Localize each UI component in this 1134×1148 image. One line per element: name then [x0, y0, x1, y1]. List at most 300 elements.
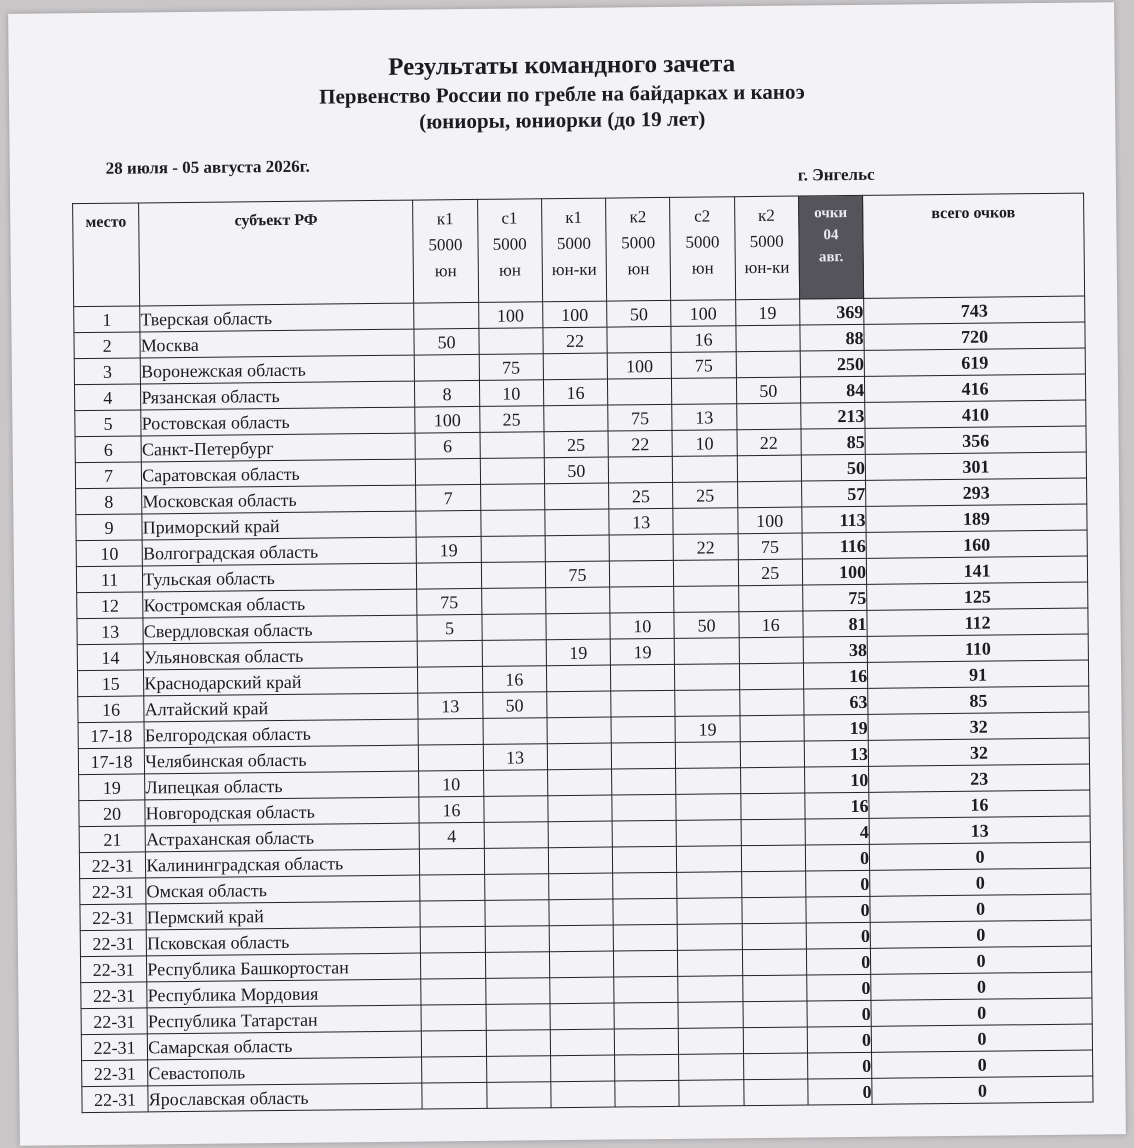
k1-junki-cell — [549, 925, 614, 952]
total-points-cell: 110 — [867, 634, 1088, 662]
document-category: (юниоры, юниорки (до 19 лет) — [419, 106, 706, 134]
c1-jun-cell — [483, 718, 548, 745]
k2-jun-cell — [612, 768, 677, 795]
day-points-cell: 213 — [801, 402, 866, 429]
place-cell: 17-18 — [78, 722, 145, 749]
c1-jun-cell — [482, 640, 547, 667]
subject-cell: Рязанская область — [141, 381, 415, 410]
c1-jun-cell — [485, 952, 550, 979]
k1-jun-cell: 6 — [415, 432, 480, 459]
k2-jun-cell: 100 — [607, 352, 672, 379]
subject-cell: Челябинская область — [145, 745, 419, 774]
subject-cell: Тверская область — [140, 303, 414, 332]
subject-cell: Липецкая область — [145, 771, 419, 800]
c2-jun-cell — [676, 742, 741, 769]
day-points-cell: 113 — [802, 506, 867, 533]
k1-junki-cell: 25 — [544, 431, 609, 458]
k2-junki-cell — [742, 975, 807, 1002]
c1-jun-cell — [480, 484, 545, 511]
subject-cell: Самарская область — [148, 1031, 422, 1060]
k1-junki-cell — [548, 795, 613, 822]
header-day-points: очки 04 авг. — [798, 195, 863, 299]
k1-jun-cell — [420, 874, 485, 901]
k1-junki-cell: 19 — [546, 639, 611, 666]
day-points-cell: 63 — [804, 688, 869, 715]
k2-jun-cell: 25 — [609, 482, 674, 509]
day-points-cell: 88 — [800, 324, 865, 351]
day-points-cell: 57 — [801, 480, 866, 507]
c1-jun-cell: 16 — [482, 666, 547, 693]
k2-jun-cell: 19 — [610, 638, 675, 665]
total-points-cell: 112 — [867, 608, 1088, 636]
c2-jun-cell — [677, 898, 742, 925]
day-points-cell: 0 — [805, 844, 870, 871]
day-points-cell: 0 — [805, 870, 870, 897]
place-cell: 3 — [74, 358, 141, 385]
total-points-cell: 0 — [869, 842, 1090, 870]
subject-cell: Республика Татарстан — [147, 1005, 421, 1034]
c2-jun-cell — [675, 664, 740, 691]
day-points-cell: 0 — [807, 1000, 872, 1027]
total-points-cell: 720 — [864, 322, 1085, 350]
total-points-cell: 141 — [866, 556, 1087, 584]
c1-jun-cell — [484, 900, 549, 927]
k2-junki-cell — [736, 403, 801, 430]
k1-junki-cell — [547, 743, 612, 770]
total-points-cell: 0 — [871, 972, 1092, 1000]
c2-jun-cell — [672, 378, 737, 405]
c1-jun-cell: 10 — [479, 380, 544, 407]
place-cell: 15 — [77, 670, 144, 697]
k1-junki-cell — [544, 405, 609, 432]
place-cell: 16 — [78, 696, 145, 723]
place-cell: 10 — [76, 540, 143, 567]
subject-cell: Астраханская область — [145, 823, 419, 852]
c2-jun-cell — [678, 924, 743, 951]
c2-jun-cell — [674, 586, 739, 613]
total-points-cell: 125 — [867, 582, 1088, 610]
subject-cell: Пермский край — [146, 901, 420, 930]
c1-jun-cell — [484, 848, 549, 875]
k1-jun-cell: 10 — [419, 770, 484, 797]
day-points-cell: 19 — [804, 714, 869, 741]
k1-jun-cell — [422, 1056, 487, 1083]
results-body — [74, 296, 1093, 1113]
k1-jun-cell: 13 — [418, 692, 483, 719]
day-points-cell: 0 — [806, 896, 871, 923]
header-k1-jun: к1 5000 юн — [413, 199, 478, 303]
c2-jun-cell — [677, 872, 742, 899]
c2-jun-cell — [676, 820, 741, 847]
k2-junki-cell — [741, 897, 806, 924]
k1-jun-cell — [419, 744, 484, 771]
header-k1-junki: к1 5000 юн-ки — [541, 198, 606, 302]
k2-junki-cell — [743, 1053, 808, 1080]
k1-jun-cell — [420, 900, 485, 927]
total-points-cell: 0 — [871, 946, 1092, 974]
day-points-cell: 116 — [802, 532, 867, 559]
total-points-cell: 189 — [866, 504, 1087, 532]
k1-jun-cell — [418, 666, 483, 693]
header-row — [73, 193, 1085, 307]
k2-jun-cell — [608, 456, 673, 483]
place-cell: 20 — [79, 800, 146, 827]
subject-cell: Севастополь — [148, 1057, 422, 1086]
c2-jun-cell — [673, 456, 738, 483]
k2-junki-cell: 22 — [737, 429, 802, 456]
c1-jun-cell — [480, 458, 545, 485]
k2-jun-cell — [609, 534, 674, 561]
total-points-cell: 619 — [864, 348, 1085, 376]
k2-junki-cell — [738, 585, 803, 612]
k2-junki-cell — [742, 923, 807, 950]
k2-junki-cell — [743, 1001, 808, 1028]
c2-jun-cell: 25 — [673, 482, 738, 509]
k1-junki-cell — [548, 821, 613, 848]
c2-jun-cell: 75 — [672, 352, 737, 379]
place-cell: 22-31 — [81, 1034, 148, 1061]
results-sheet — [8, 2, 1126, 1146]
k2-jun-cell: 13 — [609, 508, 674, 535]
c1-jun-cell — [484, 874, 549, 901]
c1-jun-cell — [485, 978, 550, 1005]
k1-junki-cell — [545, 509, 610, 536]
day-points-cell: 85 — [801, 428, 866, 455]
k2-jun-cell — [614, 1002, 679, 1029]
k1-jun-cell: 100 — [415, 406, 480, 433]
subject-cell: Волгоградская область — [142, 537, 416, 566]
c1-jun-cell: 25 — [479, 406, 544, 433]
total-points-cell: 301 — [865, 452, 1086, 480]
k1-junki-cell — [550, 1029, 615, 1056]
place-cell: 13 — [77, 618, 144, 645]
k2-jun-cell — [610, 586, 675, 613]
k1-junki-cell: 50 — [544, 457, 609, 484]
c1-jun-cell — [481, 588, 546, 615]
place-cell: 8 — [76, 488, 143, 515]
place-cell: 12 — [77, 592, 144, 619]
subject-cell: Приморский край — [142, 511, 416, 540]
subject-cell: Саратовская область — [142, 459, 416, 488]
total-points-cell: 32 — [868, 712, 1089, 740]
k2-jun-cell — [611, 716, 676, 743]
k1-jun-cell — [416, 510, 481, 537]
k1-jun-cell — [422, 1030, 487, 1057]
k1-junki-cell — [548, 847, 613, 874]
subject-cell: Свердловская область — [143, 615, 417, 644]
k1-jun-cell — [417, 562, 482, 589]
k2-junki-cell — [740, 715, 805, 742]
k2-junki-cell — [743, 1079, 808, 1106]
c2-jun-cell: 100 — [671, 300, 736, 327]
place-cell: 5 — [75, 410, 142, 437]
document-title: Результаты командного зачета — [388, 50, 736, 81]
k2-jun-cell — [614, 976, 679, 1003]
k1-junki-cell: 22 — [543, 327, 608, 354]
c2-jun-cell — [679, 1080, 744, 1107]
k2-jun-cell — [612, 794, 677, 821]
c2-jun-cell — [674, 560, 739, 587]
total-points-cell: 0 — [870, 894, 1091, 922]
k1-jun-cell — [422, 1082, 487, 1109]
subject-cell: Санкт-Петербург — [141, 433, 415, 462]
total-points-cell: 13 — [869, 816, 1090, 844]
k2-junki-cell: 25 — [738, 559, 803, 586]
k2-junki-cell — [736, 351, 801, 378]
total-points-cell: 160 — [866, 530, 1087, 558]
day-points-cell: 0 — [807, 1052, 872, 1079]
day-points-cell: 84 — [800, 376, 865, 403]
k1-junki-cell — [548, 873, 613, 900]
k2-junki-cell — [743, 1027, 808, 1054]
k2-junki-cell — [741, 871, 806, 898]
k2-jun-cell — [607, 326, 672, 353]
k2-jun-cell — [613, 872, 678, 899]
day-points-cell: 16 — [803, 662, 868, 689]
c1-jun-cell — [486, 1004, 551, 1031]
subject-cell: Ростовская область — [141, 407, 415, 436]
total-points-cell: 410 — [865, 400, 1086, 428]
subject-cell: Ярославская область — [148, 1083, 422, 1112]
day-points-cell: 13 — [804, 740, 869, 767]
k1-junki-cell — [547, 717, 612, 744]
total-points-cell: 0 — [872, 1050, 1093, 1078]
header-subject: субъект РФ — [139, 200, 414, 306]
header-c1-jun: с1 5000 юн — [477, 199, 542, 303]
subject-cell: Новгородская область — [145, 797, 419, 826]
total-points-cell: 416 — [865, 374, 1086, 402]
subject-cell: Омская область — [146, 875, 420, 904]
k1-jun-cell: 75 — [417, 588, 482, 615]
c2-jun-cell — [676, 768, 741, 795]
subject-cell: Псковская область — [146, 927, 420, 956]
k2-junki-cell — [740, 767, 805, 794]
k1-jun-cell: 7 — [416, 484, 481, 511]
k1-junki-cell — [550, 1003, 615, 1030]
k2-jun-cell — [611, 742, 676, 769]
k1-junki-cell — [549, 951, 614, 978]
c2-jun-cell — [679, 1028, 744, 1055]
k2-jun-cell — [611, 664, 676, 691]
k1-jun-cell — [420, 848, 485, 875]
total-points-cell: 356 — [865, 426, 1086, 454]
c2-jun-cell: 16 — [671, 326, 736, 353]
k1-jun-cell — [416, 458, 481, 485]
c1-jun-cell: 50 — [482, 692, 547, 719]
header-k2-junki: к2 5000 юн-ки — [734, 196, 799, 300]
day-points-cell: 38 — [803, 636, 868, 663]
k1-junki-cell — [549, 899, 614, 926]
k1-junki-cell — [550, 977, 615, 1004]
c1-jun-cell — [479, 328, 544, 355]
header-c2-jun: с2 5000 юн — [670, 197, 735, 301]
k1-jun-cell: 16 — [419, 796, 484, 823]
k1-jun-cell: 8 — [415, 380, 480, 407]
c2-jun-cell — [675, 638, 740, 665]
k2-junki-cell — [740, 793, 805, 820]
c2-jun-cell: 19 — [675, 716, 740, 743]
place-cell: 22-31 — [80, 878, 147, 905]
k2-junki-cell: 100 — [737, 507, 802, 534]
k1-junki-cell — [550, 1055, 615, 1082]
k1-jun-cell — [414, 302, 479, 329]
place-cell: 22-31 — [80, 904, 147, 931]
subject-cell: Краснодарский край — [144, 667, 418, 696]
total-points-cell: 0 — [870, 868, 1091, 896]
c1-jun-cell — [484, 822, 549, 849]
c2-jun-cell: 10 — [672, 430, 737, 457]
k1-junki-cell: 16 — [543, 379, 608, 406]
k1-jun-cell — [421, 1004, 486, 1031]
subject-cell: Республика Башкортостан — [147, 953, 421, 982]
total-points-cell: 0 — [871, 1024, 1092, 1052]
c1-jun-cell — [486, 1082, 551, 1109]
c1-jun-cell: 13 — [483, 744, 548, 771]
c2-jun-cell: 13 — [672, 404, 737, 431]
k2-jun-cell — [612, 846, 677, 873]
day-points-cell: 81 — [803, 610, 868, 637]
results-table — [72, 193, 1093, 1114]
k2-jun-cell — [614, 1028, 679, 1055]
k1-jun-cell: 50 — [414, 328, 479, 355]
k1-jun-cell — [421, 978, 486, 1005]
k2-jun-cell: 50 — [607, 300, 672, 327]
k2-junki-cell — [741, 845, 806, 872]
c2-jun-cell — [676, 794, 741, 821]
place-cell: 22-31 — [80, 930, 147, 957]
c2-jun-cell — [673, 508, 738, 535]
k2-junki-cell — [740, 741, 805, 768]
place-cell: 14 — [77, 644, 144, 671]
k2-junki-cell — [737, 455, 802, 482]
k2-junki-cell — [741, 819, 806, 846]
k2-jun-cell: 10 — [610, 612, 675, 639]
subject-cell: Республика Мордовия — [147, 979, 421, 1008]
c1-jun-cell — [481, 614, 546, 641]
day-points-cell: 4 — [805, 818, 870, 845]
c2-jun-cell — [678, 950, 743, 977]
document-subtitle: Первенство России по гребле на байдарках и каноэ — [319, 79, 805, 109]
c2-jun-cell — [675, 690, 740, 717]
place-cell: 6 — [75, 436, 142, 463]
place-cell: 22-31 — [81, 1008, 148, 1035]
k2-jun-cell — [613, 898, 678, 925]
k1-junki-cell — [545, 587, 610, 614]
k1-junki-cell — [543, 353, 608, 380]
total-points-cell: 32 — [868, 738, 1089, 766]
subject-cell: Воронежская область — [140, 355, 414, 384]
k2-jun-cell — [614, 950, 679, 977]
k2-junki-cell: 19 — [735, 299, 800, 326]
header-k2-jun: к2 5000 юн — [606, 197, 671, 301]
day-points-cell: 50 — [801, 454, 866, 481]
header-place: место — [73, 203, 140, 307]
c1-jun-cell: 100 — [478, 302, 543, 329]
k2-jun-cell: 22 — [608, 430, 673, 457]
place-cell: 22-31 — [81, 982, 148, 1009]
total-points-cell: 743 — [864, 296, 1085, 324]
place-cell: 17-18 — [78, 748, 145, 775]
total-points-cell: 0 — [871, 998, 1092, 1026]
c2-jun-cell — [678, 976, 743, 1003]
place-cell: 2 — [74, 332, 141, 359]
c1-jun-cell — [483, 796, 548, 823]
total-points-cell: 0 — [870, 920, 1091, 948]
day-points-cell: 0 — [807, 974, 872, 1001]
k2-junki-cell — [735, 325, 800, 352]
c1-jun-cell — [480, 510, 545, 537]
k2-jun-cell — [615, 1080, 680, 1107]
day-points-cell: 10 — [804, 766, 869, 793]
place-cell: 22-31 — [79, 852, 146, 879]
day-points-cell: 100 — [802, 558, 867, 585]
c1-jun-cell — [485, 926, 550, 953]
place-cell: 19 — [79, 774, 146, 801]
k1-junki-cell — [547, 691, 612, 718]
place-cell: 22-31 — [82, 1086, 149, 1113]
total-points-cell: 91 — [868, 660, 1089, 688]
day-points-cell: 0 — [806, 948, 871, 975]
k2-junki-cell — [739, 637, 804, 664]
c2-jun-cell — [679, 1054, 744, 1081]
k2-jun-cell — [612, 820, 677, 847]
c2-jun-cell: 50 — [674, 612, 739, 639]
day-points-cell: 75 — [802, 584, 867, 611]
k2-junki-cell — [742, 949, 807, 976]
subject-cell: Алтайский край — [144, 693, 418, 722]
k2-jun-cell — [613, 924, 678, 951]
k2-junki-cell — [739, 689, 804, 716]
k2-jun-cell — [609, 560, 674, 587]
k1-junki-cell — [546, 665, 611, 692]
subject-cell: Костромская область — [143, 589, 417, 618]
event-dates: 28 июля - 05 августа 2026г. — [105, 156, 310, 178]
subject-cell: Белгородская область — [144, 719, 418, 748]
k1-jun-cell — [415, 354, 480, 381]
k1-junki-cell: 75 — [545, 561, 610, 588]
day-points-cell: 16 — [805, 792, 870, 819]
k2-jun-cell: 75 — [608, 404, 673, 431]
k1-jun-cell — [418, 718, 483, 745]
k2-junki-cell: 50 — [736, 377, 801, 404]
k1-jun-cell — [421, 926, 486, 953]
k1-junki-cell: 100 — [542, 301, 607, 328]
c1-jun-cell — [486, 1030, 551, 1057]
header-total: всего очков — [863, 193, 1085, 298]
k2-junki-cell — [739, 663, 804, 690]
k2-jun-cell — [608, 378, 673, 405]
c1-jun-cell — [481, 562, 546, 589]
subject-cell: Тульская область — [143, 563, 417, 592]
k2-junki-cell: 16 — [738, 611, 803, 638]
total-points-cell: 23 — [869, 764, 1090, 792]
k1-jun-cell: 5 — [417, 614, 482, 641]
subject-cell: Московская область — [142, 485, 416, 514]
k1-junki-cell — [544, 483, 609, 510]
k1-jun-cell: 19 — [416, 536, 481, 563]
place-cell: 21 — [79, 826, 146, 853]
place-cell: 22-31 — [80, 956, 147, 983]
k2-junki-cell — [737, 481, 802, 508]
event-city: г. Энгельс — [797, 164, 875, 185]
k1-jun-cell: 4 — [419, 822, 484, 849]
c1-jun-cell — [481, 536, 546, 563]
c2-jun-cell — [677, 846, 742, 873]
subject-cell: Калининградская область — [146, 849, 420, 878]
subject-cell: Москва — [140, 329, 414, 358]
place-cell: 22-31 — [82, 1060, 149, 1087]
c2-jun-cell — [678, 1002, 743, 1029]
